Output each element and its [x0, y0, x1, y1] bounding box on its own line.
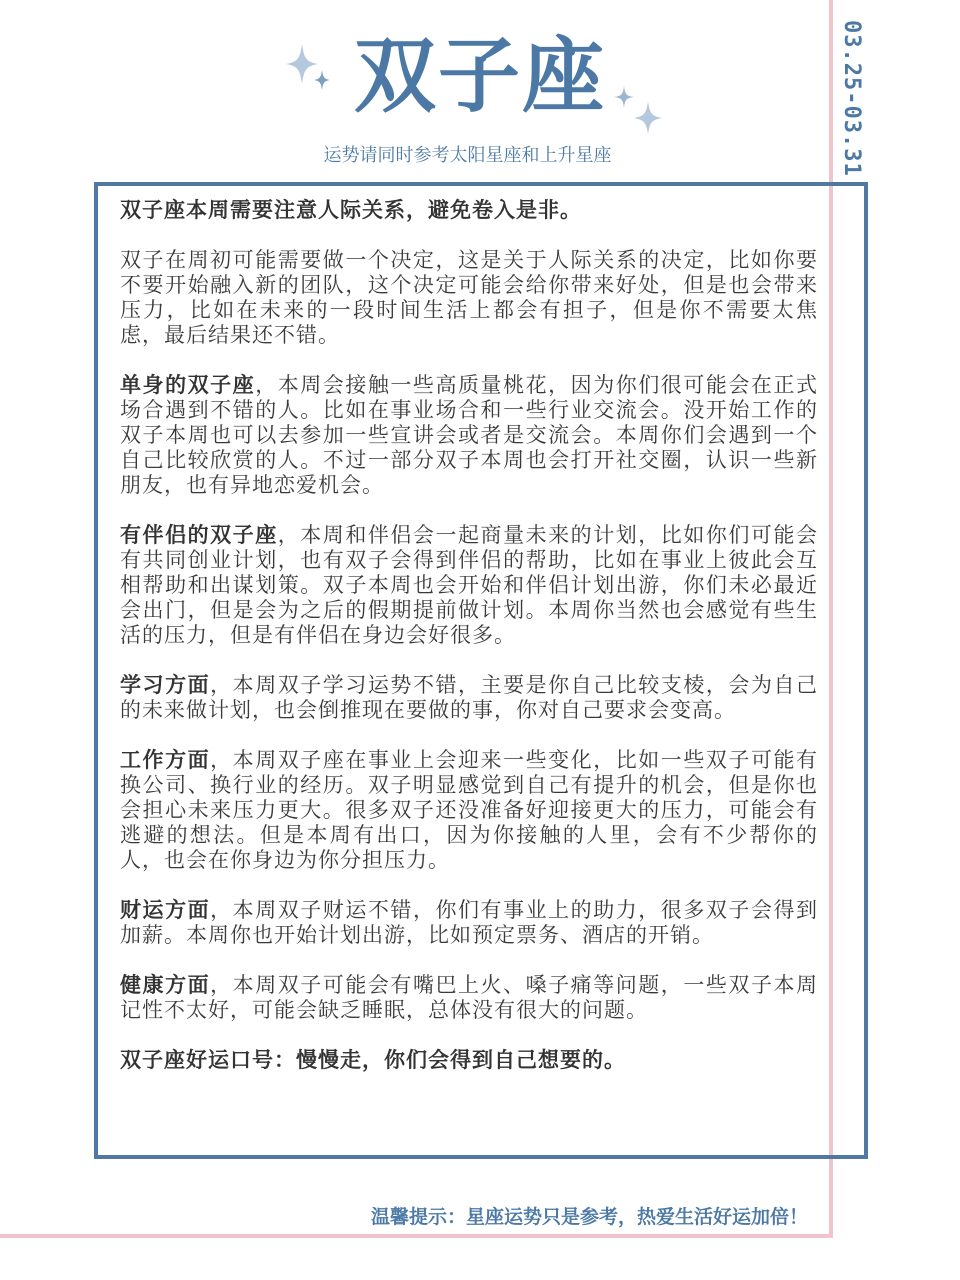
section-label: 健康方面	[120, 973, 211, 997]
subtitle: 运势请同时参考太阳星座和上升星座	[323, 145, 612, 166]
section-label: 有伴侣的双子座	[120, 523, 278, 547]
section-text: ，本周双子财运不错，你们有事业上的助力，很多双子会得到加薪。本周你也开始计划出游，比如预定票务、酒店的开销。	[120, 898, 819, 947]
horoscope-content	[120, 198, 818, 1098]
section-work	[120, 748, 818, 873]
section-label: 单身的双子座	[120, 373, 256, 397]
section-text: ，本周会接触一些高质量桃花，因为你们很可能会在正式场合遇到不错的人。比如在事业场合和一些行业交流会。没开始工作的双子本周也可以去参加一些宣讲会或者是交流会。本周你们会遇到一个自己比较欣赏的人。不过一部分双子本周也会打开社交圈，认识一些新朋友，也有异地恋爱机会。	[120, 373, 819, 497]
section-partnered	[120, 523, 818, 648]
section-single	[120, 373, 818, 498]
lucky-slogan: 双子座好运口号：慢慢走，你们会得到自己想要的。	[120, 1048, 626, 1072]
section-label: 学习方面	[120, 673, 211, 697]
section-health	[120, 973, 818, 1023]
section-study	[120, 673, 818, 723]
section-label: 财运方面	[120, 898, 211, 922]
headline: 双子座本周需要注意人际关系，避免卷入是非。	[120, 198, 582, 222]
intro-paragraph: 双子在周初可能需要做一个决定，这是关于人际关系的决定，比如你要不要开始融入新的团队，这个决定可能会给你带来好处，但是也会带来压力，比如在未来的一段时间生活上都会有担子，但是你不需要太焦虑，最后结果还不错。	[120, 248, 818, 347]
section-label: 工作方面	[120, 748, 211, 772]
pink-horizontal-line	[0, 1234, 833, 1238]
section-text: ，本周双子学习运势不错，主要是你自己比较支棱，会为自己的未来做计划，也会倒推现在要做的事，你对自己要求会变高。	[120, 673, 819, 722]
section-text: ，本周双子可能会有嘴巴上火、嗓子痛等问题，一些双子本周记性不太好，可能会缺乏睡眠，总体没有很大的问题。	[120, 973, 819, 1022]
title-area	[0, 22, 960, 132]
date-range: 03.25-03.31	[839, 20, 864, 177]
section-text: ，本周双子座在事业上会迎来一些变化，比如一些双子可能有换公司、换行业的经历。双子明显感觉到自己有提升的机会，但是你也会担心未来压力更大。很多双子还没准备好迎接更大的压力，可能会有逃避的想法。但是本周有出口，因为你接触的人里，会有不少帮你的人，也会在你身边为你分担压力。	[120, 748, 819, 872]
page-title: 双子座	[353, 29, 606, 124]
section-text: ，本周和伴侣会一起商量未来的计划，比如你们可能会有共同创业计划，也有双子会得到伴侣的帮助，比如在事业上彼此会互相帮助和出谋划策。双子本周也会开始和伴侣计划出游，你们未必最近会出门，但是会为之后的假期提前做计划。本周你当然也会感觉有些生活的压力，但是有伴侣在身边会好很多。	[120, 523, 818, 647]
section-wealth	[120, 898, 818, 948]
footer-tip: 温馨提示：星座运势只是参考，热爱生活好运加倍！	[370, 1206, 808, 1228]
